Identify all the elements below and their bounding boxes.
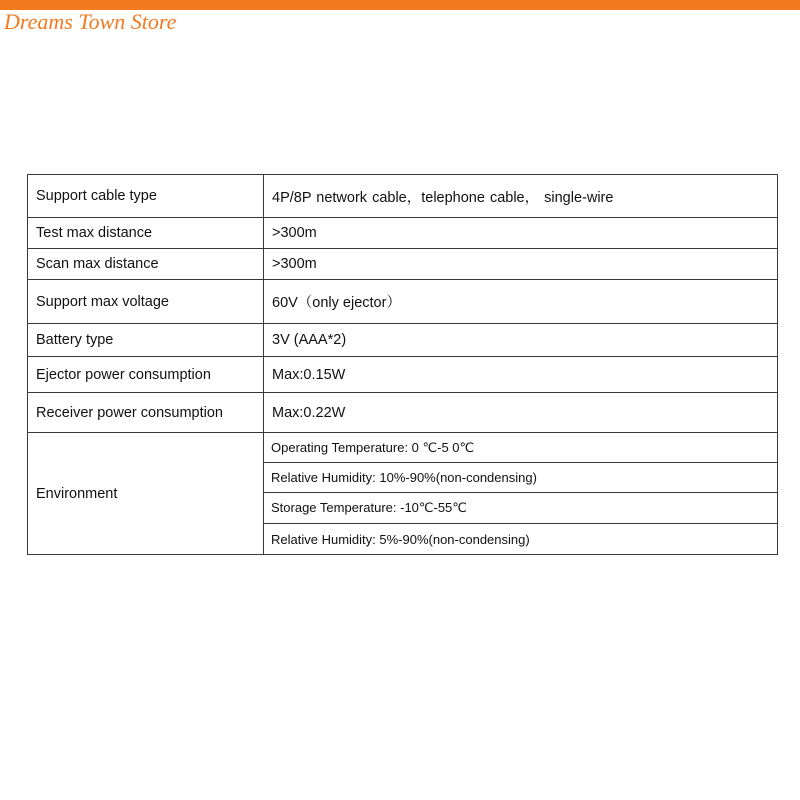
- table-row: [28, 175, 778, 218]
- row-label: Battery type: [28, 324, 264, 357]
- row-value: >300m: [264, 249, 778, 280]
- row-label: Scan max distance: [28, 249, 264, 280]
- row-value: 3V (AAA*2): [264, 324, 778, 357]
- row-value: 4P/8P network cable，telephone cable， single-wire: [264, 175, 778, 218]
- row-value: >300m: [264, 218, 778, 249]
- row-label: Support max voltage: [28, 280, 264, 324]
- environment-label: Environment: [28, 433, 264, 555]
- store-name: Dreams Town Store: [4, 9, 177, 34]
- row-label: Test max distance: [28, 218, 264, 249]
- table-row: [28, 393, 778, 433]
- row-value: Max:0.15W: [264, 357, 778, 393]
- row-label: Support cable type: [28, 175, 264, 218]
- table-row: [28, 218, 778, 249]
- environment-value: Relative Humidity: 10%-90%(non-condensing): [264, 463, 778, 493]
- row-label: Receiver power consumption: [28, 393, 264, 433]
- spec-table: [27, 174, 778, 555]
- table-row: [28, 357, 778, 393]
- table-row: [28, 324, 778, 357]
- environment-value: Storage Temperature: -10℃-55℃: [264, 493, 778, 524]
- row-label: Ejector power consumption: [28, 357, 264, 393]
- row-value: 60V（only ejector）: [264, 280, 778, 324]
- table-row: [28, 249, 778, 280]
- table-row: [28, 433, 778, 463]
- row-value: Max:0.22W: [264, 393, 778, 433]
- environment-value: Operating Temperature: 0 ℃-5 0℃: [264, 433, 778, 463]
- environment-value: Relative Humidity: 5%-90%(non-condensing): [264, 524, 778, 555]
- table-row: [28, 280, 778, 324]
